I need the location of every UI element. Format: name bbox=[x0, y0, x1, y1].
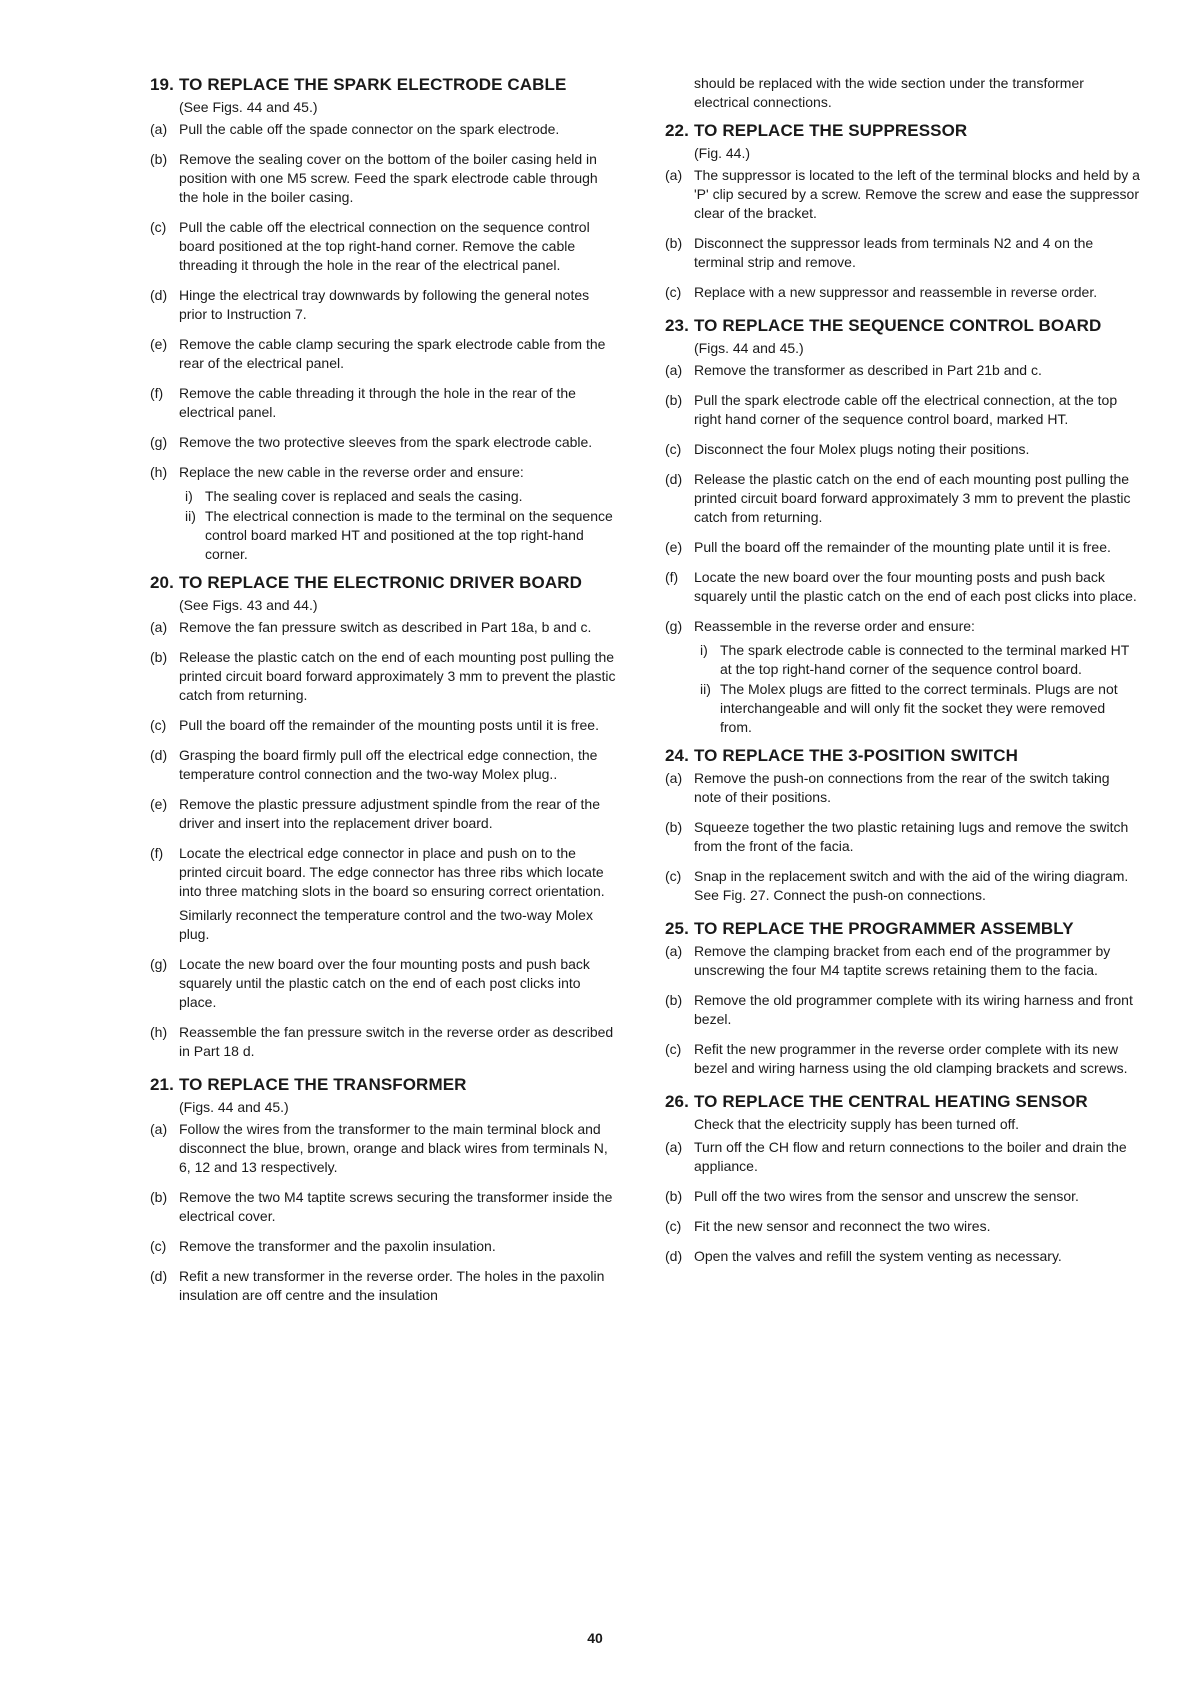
item-text: The suppressor is located to the left of the terminal blocks and held by a 'P' clip secured by a screw. Remove the screw and ease the suppressor clear of the bracket. bbox=[694, 167, 1140, 221]
instruction-item bbox=[150, 433, 620, 457]
item-text: Pull the spark electrode cable off the electrical connection, at the top right hand corner of the sequence control board, marked HT. bbox=[694, 392, 1118, 427]
item-text: Locate the electrical edge connector in place and push on to the printed circuit board. The edge connector has three ribs which locate into three matching slots in the board so ensuring correct orientation. bbox=[179, 845, 605, 899]
item-body bbox=[694, 818, 1140, 861]
section-number: 21. bbox=[150, 1075, 174, 1094]
item-body bbox=[694, 991, 1140, 1034]
item-body bbox=[694, 470, 1140, 532]
item-label: (c) bbox=[150, 1238, 167, 1254]
item-body bbox=[694, 617, 1140, 737]
item-label: (c) bbox=[150, 717, 167, 733]
instruction-item bbox=[665, 818, 1140, 861]
instruction-item bbox=[665, 867, 1140, 910]
section-title: TO REPLACE THE 3-POSITION SWITCH bbox=[694, 746, 1019, 765]
left-column bbox=[150, 74, 620, 1318]
item-label: (d) bbox=[150, 1268, 168, 1284]
item-text: Pull the cable off the spade connector on the spark electrode. bbox=[179, 121, 560, 137]
item-text: Refit the new programmer in the reverse order complete with its new bezel and wiring harness using the old clamping brackets and screws. bbox=[694, 1041, 1128, 1076]
item-body bbox=[694, 1187, 1140, 1211]
item-body bbox=[694, 1247, 1140, 1271]
instruction-item bbox=[665, 617, 1140, 737]
section-number: 19. bbox=[150, 75, 174, 94]
item-text: Remove the plastic pressure adjustment spindle from the rear of the driver and insert into the replacement driver board. bbox=[179, 796, 600, 831]
section-title: TO REPLACE THE SPARK ELECTRODE CABLE bbox=[179, 75, 567, 94]
instruction-item bbox=[665, 1040, 1140, 1083]
item-body bbox=[694, 538, 1140, 562]
item-label: (d) bbox=[665, 471, 683, 487]
item-text: Reassemble in the reverse order and ensure: bbox=[694, 618, 975, 634]
item-body bbox=[179, 1120, 620, 1182]
sub-item bbox=[694, 680, 1140, 737]
item-text: Remove the old programmer complete with its wiring harness and front bezel. bbox=[694, 992, 1133, 1027]
instruction-item bbox=[150, 1023, 620, 1066]
item-text: Remove the two protective sleeves from the spark electrode cable. bbox=[179, 434, 593, 450]
item-text: Open the valves and refill the system venting as necessary. bbox=[694, 1248, 1062, 1264]
item-label: (a) bbox=[665, 167, 683, 183]
section-title: TO REPLACE THE ELECTRONIC DRIVER BOARD bbox=[179, 573, 583, 592]
item-text: Similarly reconnect the temperature control and the two-way Molex plug. bbox=[179, 907, 593, 942]
section-title: TO REPLACE THE SEQUENCE CONTROL BOARD bbox=[694, 316, 1102, 335]
item-label: (a) bbox=[150, 121, 168, 137]
item-body bbox=[694, 234, 1140, 277]
item-text: Locate the new board over the four mounting posts and push back squarely until the plastic catch on the end of each post clicks into place. bbox=[694, 569, 1137, 604]
instruction-item bbox=[150, 746, 620, 789]
item-text: Remove the fan pressure switch as described in Part 18a, b and c. bbox=[179, 619, 592, 635]
item-text: Disconnect the suppressor leads from terminals N2 and 4 on the terminal strip and remove. bbox=[694, 235, 1094, 270]
item-text: Remove the clamping bracket from each end of the programmer by unscrewing the four M4 taptite screws retaining them to the facia. bbox=[694, 943, 1111, 978]
sub-item-label: ii) bbox=[185, 508, 196, 524]
item-text: Remove the cable threading it through the hole in the rear of the electrical panel. bbox=[179, 385, 576, 420]
item-label: (g) bbox=[150, 434, 168, 450]
section bbox=[665, 745, 1140, 910]
section bbox=[665, 315, 1140, 737]
item-label: (b) bbox=[665, 992, 683, 1008]
instruction-item bbox=[150, 1237, 620, 1261]
instruction-item bbox=[150, 1188, 620, 1231]
instruction-item bbox=[150, 844, 620, 949]
item-text: Release the plastic catch on the end of each mounting post pulling the printed circuit board forward approximately 3 mm to prevent the plastic catch from returning. bbox=[694, 471, 1131, 525]
section bbox=[665, 1091, 1140, 1271]
item-body bbox=[694, 942, 1140, 985]
section-heading bbox=[665, 315, 1140, 337]
item-body bbox=[694, 769, 1140, 812]
item-body bbox=[179, 1237, 620, 1261]
item-body bbox=[179, 618, 620, 642]
item-label: (b) bbox=[665, 392, 683, 408]
item-text: Snap in the replacement switch and with the aid of the wiring diagram. See Fig. 27. Connect the push-on connections. bbox=[694, 868, 1129, 903]
figure-reference: (Figs. 44 and 45.) bbox=[694, 340, 804, 356]
item-text: Remove the sealing cover on the bottom of the boiler casing held in position with one M5 screw. Feed the spark electrode cable through the hole in the boiler casing. bbox=[179, 151, 598, 205]
section-number: 20. bbox=[150, 573, 174, 592]
instruction-item bbox=[150, 1120, 620, 1182]
instruction-item bbox=[665, 470, 1140, 532]
item-label: (b) bbox=[665, 1188, 683, 1204]
item-label: (e) bbox=[665, 539, 683, 555]
instruction-item bbox=[665, 440, 1140, 464]
item-body bbox=[179, 955, 620, 1017]
figure-reference: (Fig. 44.) bbox=[694, 145, 751, 161]
instruction-item bbox=[150, 955, 620, 1017]
item-body bbox=[694, 1138, 1140, 1181]
item-label: (b) bbox=[150, 151, 168, 167]
item-body bbox=[179, 1188, 620, 1231]
instruction-item bbox=[665, 538, 1140, 562]
item-body bbox=[179, 286, 620, 329]
item-text: Remove the push-on connections from the rear of the switch taking note of their positions. bbox=[694, 770, 1110, 805]
item-text: Locate the new board over the four mounting posts and push back squarely until the plastic catch on the end of each post clicks into place. bbox=[179, 956, 590, 1010]
item-text: Refit a new transformer in the reverse order. The holes in the paxolin insulation are off centre and the insulation bbox=[179, 1268, 605, 1303]
item-text: Remove the two M4 taptite screws securing the transformer inside the electrical cover. bbox=[179, 1189, 613, 1224]
item-body bbox=[694, 391, 1140, 434]
item-text: Replace the new cable in the reverse order and ensure: bbox=[179, 464, 524, 480]
item-body bbox=[694, 283, 1140, 307]
item-label: (b) bbox=[150, 1189, 168, 1205]
item-label: (c) bbox=[665, 1041, 682, 1057]
item-body bbox=[694, 1040, 1140, 1083]
section-number: 22. bbox=[665, 121, 689, 140]
sub-item-text: The sealing cover is replaced and seals the casing. bbox=[205, 488, 523, 504]
sub-item-text: The electrical connection is made to the terminal on the sequence control board marked HT and positioned at the top right-hand corner. bbox=[205, 508, 613, 562]
item-text: Remove the cable clamp securing the spark electrode cable from the rear of the electrical panel. bbox=[179, 336, 606, 371]
item-label: (c) bbox=[665, 868, 682, 884]
sub-item-text: The spark electrode cable is connected to the terminal marked HT at the top right-hand corner of the sequence control board. bbox=[720, 642, 1130, 677]
item-body bbox=[694, 361, 1140, 385]
instruction-item bbox=[665, 391, 1140, 434]
right-column bbox=[665, 74, 1140, 1279]
item-label: (b) bbox=[665, 235, 683, 251]
section-title: TO REPLACE THE CENTRAL HEATING SENSOR bbox=[694, 1092, 1088, 1111]
item-body bbox=[179, 1267, 620, 1310]
item-body bbox=[179, 746, 620, 789]
section-heading bbox=[665, 918, 1140, 940]
section-heading bbox=[150, 572, 620, 594]
figure-reference: (See Figs. 43 and 44.) bbox=[179, 597, 318, 613]
sub-item-label: ii) bbox=[700, 681, 711, 697]
item-body bbox=[179, 384, 620, 427]
instruction-item bbox=[665, 1217, 1140, 1241]
instruction-item bbox=[150, 1267, 620, 1310]
instruction-item bbox=[665, 942, 1140, 985]
item-label: (a) bbox=[150, 1121, 168, 1137]
instruction-item bbox=[665, 769, 1140, 812]
item-text: Turn off the CH flow and return connections to the boiler and drain the appliance. bbox=[694, 1139, 1127, 1174]
sub-item-label: i) bbox=[185, 488, 193, 504]
section-heading bbox=[665, 1091, 1140, 1113]
item-label: (g) bbox=[150, 956, 168, 972]
item-text: Replace with a new suppressor and reassemble in reverse order. bbox=[694, 284, 1098, 300]
item-label: (d) bbox=[150, 287, 168, 303]
item-text: Reassemble the fan pressure switch in the reverse order as described in Part 18 d. bbox=[179, 1024, 614, 1059]
item-body bbox=[179, 844, 620, 949]
instruction-item bbox=[665, 166, 1140, 228]
section-title: TO REPLACE THE PROGRAMMER ASSEMBLY bbox=[694, 919, 1074, 938]
item-label: (c) bbox=[665, 1218, 682, 1234]
item-text: Fit the new sensor and reconnect the two wires. bbox=[694, 1218, 991, 1234]
sub-item bbox=[179, 487, 620, 506]
figure-reference: (Figs. 44 and 45.) bbox=[179, 1099, 289, 1115]
item-body bbox=[179, 1023, 620, 1066]
item-text: Pull the board off the remainder of the mounting plate until it is free. bbox=[694, 539, 1111, 555]
section bbox=[150, 74, 620, 564]
instruction-item bbox=[150, 218, 620, 280]
item-label: (d) bbox=[150, 747, 168, 763]
item-body bbox=[694, 568, 1140, 611]
item-label: (h) bbox=[150, 464, 168, 480]
sub-item-text: The Molex plugs are fitted to the correct terminals. Plugs are not interchangeable and will only fit the socket they were removed from. bbox=[720, 681, 1118, 735]
item-label: (f) bbox=[150, 385, 164, 401]
item-text: Hinge the electrical tray downwards by following the general notes prior to Instruction 7. bbox=[179, 287, 590, 322]
section-number: 23. bbox=[665, 316, 689, 335]
instruction-item bbox=[150, 286, 620, 329]
item-body bbox=[694, 867, 1140, 910]
section-title: TO REPLACE THE SUPPRESSOR bbox=[694, 121, 968, 140]
section-number: 24. bbox=[665, 746, 689, 765]
item-label: (e) bbox=[150, 796, 168, 812]
instruction-item bbox=[665, 234, 1140, 277]
item-body bbox=[179, 218, 620, 280]
instruction-item bbox=[665, 568, 1140, 611]
section-heading bbox=[665, 745, 1140, 767]
section-number: 25. bbox=[665, 919, 689, 938]
page-number: 40 bbox=[587, 1630, 603, 1646]
item-text: Release the plastic catch on the end of each mounting post pulling the printed circuit board forward approximately 3 mm to prevent the plastic catch from returning. bbox=[179, 649, 616, 703]
section bbox=[150, 1074, 620, 1310]
instruction-item bbox=[150, 618, 620, 642]
instruction-item bbox=[665, 1187, 1140, 1211]
item-label: (a) bbox=[665, 943, 683, 959]
section-heading bbox=[665, 120, 1140, 142]
instruction-item bbox=[150, 120, 620, 144]
section bbox=[150, 572, 620, 1066]
section bbox=[665, 918, 1140, 1083]
sub-item bbox=[694, 641, 1140, 679]
item-body bbox=[179, 433, 620, 457]
item-text: Grasping the board firmly pull off the electrical edge connection, the temperature control connection and the two-way Molex plug.. bbox=[179, 747, 598, 782]
item-text: Pull off the two wires from the sensor and unscrew the sensor. bbox=[694, 1188, 1079, 1204]
continued-text: should be replaced with the wide section under the transformer electrical connections. bbox=[694, 75, 1084, 110]
instruction-item bbox=[665, 283, 1140, 307]
item-label: (c) bbox=[665, 284, 682, 300]
item-body bbox=[694, 166, 1140, 228]
item-label: (c) bbox=[150, 219, 167, 235]
item-text: Squeeze together the two plastic retaining lugs and remove the switch from the front of the facia. bbox=[694, 819, 1129, 854]
item-label: (a) bbox=[665, 1139, 683, 1155]
item-text: Remove the transformer and the paxolin insulation. bbox=[179, 1238, 496, 1254]
sub-item-label: i) bbox=[700, 642, 708, 658]
item-body bbox=[179, 716, 620, 740]
item-text: Remove the transformer as described in Part 21b and c. bbox=[694, 362, 1042, 378]
item-text: Pull the cable off the electrical connection on the sequence control board positioned at the top right-hand corner. Remove the cable threading it through the hole in the rear of the electrical panel. bbox=[179, 219, 590, 273]
section-title: TO REPLACE THE TRANSFORMER bbox=[179, 1075, 467, 1094]
sub-item bbox=[179, 507, 620, 564]
item-body bbox=[694, 1217, 1140, 1241]
section-heading bbox=[150, 1074, 620, 1096]
item-body bbox=[694, 440, 1140, 464]
item-label: (a) bbox=[150, 619, 168, 635]
item-body bbox=[179, 648, 620, 710]
item-body bbox=[179, 150, 620, 212]
section bbox=[665, 120, 1140, 307]
instruction-item bbox=[150, 384, 620, 427]
item-label: (d) bbox=[665, 1248, 683, 1264]
item-text: Pull the board off the remainder of the mounting posts until it is free. bbox=[179, 717, 599, 733]
instruction-item bbox=[150, 648, 620, 710]
item-label: (c) bbox=[665, 441, 682, 457]
instruction-item bbox=[150, 150, 620, 212]
item-text: Disconnect the four Molex plugs noting their positions. bbox=[694, 441, 1030, 457]
instruction-item bbox=[665, 991, 1140, 1034]
instruction-item bbox=[150, 716, 620, 740]
instruction-item bbox=[150, 795, 620, 838]
item-label: (g) bbox=[665, 618, 683, 634]
item-label: (f) bbox=[665, 569, 679, 585]
item-label: (e) bbox=[150, 336, 168, 352]
section-heading bbox=[150, 74, 620, 96]
instruction-item bbox=[150, 463, 620, 564]
item-label: (b) bbox=[150, 649, 168, 665]
instruction-item bbox=[665, 1247, 1140, 1271]
section-intro: Check that the electricity supply has been turned off. bbox=[694, 1116, 1020, 1132]
item-body bbox=[179, 120, 620, 144]
instruction-item bbox=[665, 361, 1140, 385]
figure-reference: (See Figs. 44 and 45.) bbox=[179, 99, 318, 115]
item-body bbox=[179, 335, 620, 378]
item-label: (f) bbox=[150, 845, 164, 861]
item-body bbox=[179, 463, 620, 564]
item-text: Follow the wires from the transformer to the main terminal block and disconnect the blue, brown, orange and black wires from terminals N, 6, 12 and 13 respectively. bbox=[179, 1121, 608, 1175]
item-body bbox=[179, 795, 620, 838]
item-label: (a) bbox=[665, 362, 683, 378]
item-label: (b) bbox=[665, 819, 683, 835]
item-label: (h) bbox=[150, 1024, 168, 1040]
instruction-item bbox=[150, 335, 620, 378]
item-label: (a) bbox=[665, 770, 683, 786]
section-number: 26. bbox=[665, 1092, 689, 1111]
instruction-item bbox=[665, 1138, 1140, 1181]
